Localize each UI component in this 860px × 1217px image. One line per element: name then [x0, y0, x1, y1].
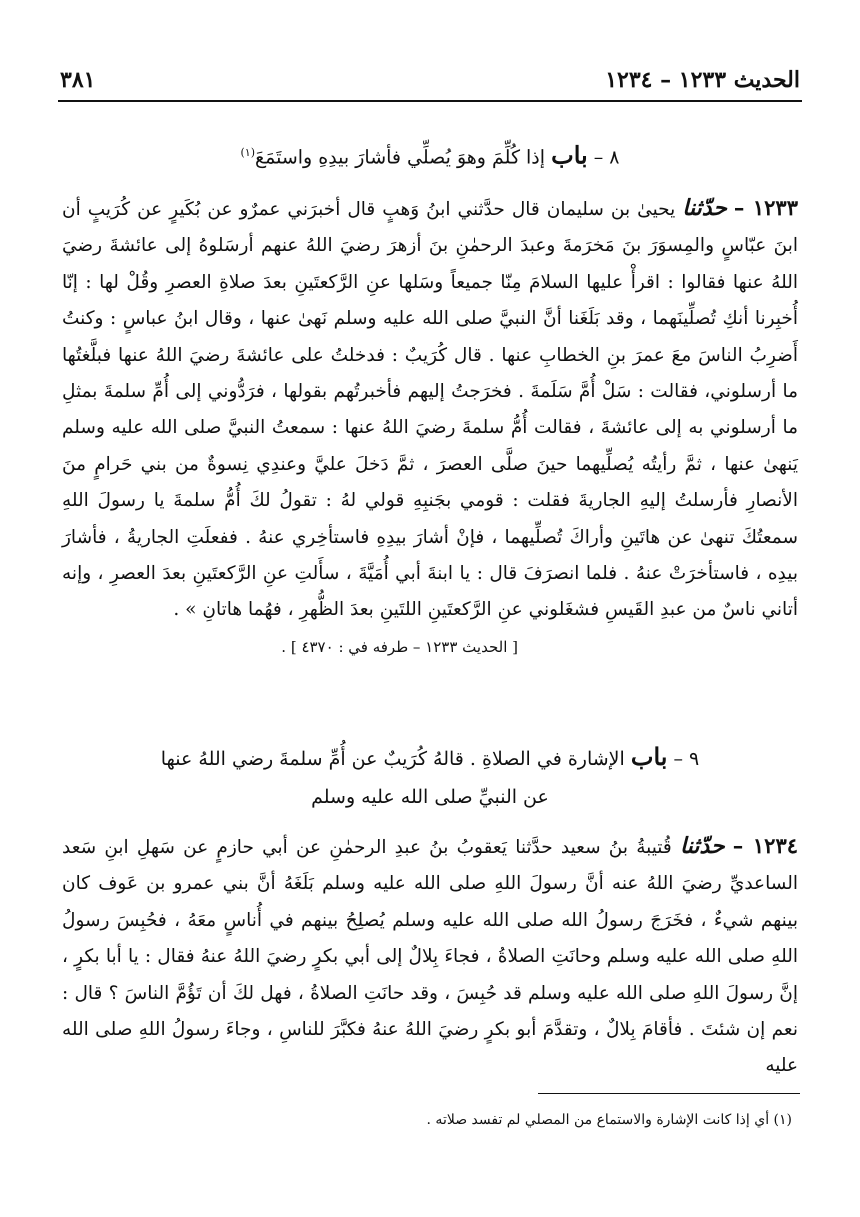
hadith-1234-text: قُتيبةُ بنُ سعيد حدَّثنا يَعقوبُ بنُ عبدِ الرحمٰنِ عن أبي حازمٍ عن سَهلِ ابنِ سَعد الساعديِّ رضيَ اللهُ عنه أنَّ رسولَ اللهِ صلى الله عليه وسلم بَلَغَهُ أنَّ بني عمرو بن عَوف كان بينهم شيءٌ ، فخَرَجَ رسولُ الله صلى الله عليه وسلم يُصلِحُ بينهم في أُناسٍ معَهُ ، فحُبِسَ رسولُ اللهِ صلى الله عليه وسلم وحانَتِ الصلاةُ ، فجاءَ بِلالٌ إلى أبي بكرٍ رضيَ اللهُ عنهُ فقال : يا أبا بكرٍ ، إنَّ رسولَ اللهِ صلى الله عليه وسلم قد حُبِسَ ، وقد حانَتِ الصلاةُ ، فهل لكَ أن تَؤُمَّ الناسَ ؟ قال : نعم إن شئتَ . فأقامَ بِلالٌ ، وتقدَّمَ أبو بكرٍ رضيَ اللهُ عنهُ فكبَّرَ للناسِ ، وجاءَ رسولُ اللهِ صلى الله عليه	[62, 837, 798, 1077]
hadith-1233-text: يحيىٰ بن سليمان قال حدَّثني ابنُ وَهبٍ قال أخبرَني عمرٌو عن بُكَيرٍ عن كُرَيبٍ أن ابنَ عبّاسٍ والمِسوَرَ بنَ مَخرَمةَ وعبدَ الرحمٰنِ بنَ أزهرَ رضيَ اللهُ عنهم أرسَلوهُ إلى عائشةَ رضيَ اللهُ عنها فقالوا : اقرأْ عليها السلامَ مِنّا جميعاً وسَلها عنِ الرَّكعتَينِ بعدَ صلاةِ العصرِ وقُلْ لها : إنّا أُخبِرنا أنكِ تُصلِّينَهما ، وقد بَلَغَنا أنَّ النبيَّ صلى الله عليه وسلم نَهىٰ عنها ، وقال ابنُ عباسٍ : وكنتُ أَضرِبُ الناسَ معَ عمرَ بنِ الخطابِ عنها . قال كُرَيبٌ : فدخلتُ على عائشةَ رضيَ اللهُ عنها فبلَّغتُها ما أرسلوني، فقالت : سَلْ أُمَّ سَلَمةَ . فخرَجتُ إليهم فأخبرتُهم بقولها ، فرَدُّوني إلى أُمِّ سلمةَ بمثلِ ما أرسلوني به إلى عائشةَ ، فقالت أُمُّ سلمةَ رضيَ اللهُ عنها : سمعتُ النبيَّ صلى الله عليه وسلم يَنهىٰ عنها ، ثمَّ رأيتُه يُصلِّيهما حينَ صلَّى العصرَ ، ثمَّ دَخلَ عليَّ وعندِي نِسوةٌ من بني حَرامٍ منَ الأنصارِ فأرسلتُ إليهِ الجاريةَ فقلت : قومي بجَنبِهِ قولي لهُ : تقولُ لكَ أُمُّ سلمةَ يا رسولَ اللهِ سمعتُكَ تنهىٰ عن هاتَينِ وأراكَ تُصلِّيهما ، فإنْ أشارَ بيدِهِ فاستأخِري عنهُ . ففعلَتِ الجاريةُ ، فأشارَ بيدِه ، فاستأخرَتْ عنهُ . فلما انصرَفَ قال : يا ابنةَ أبي أُمَيَّةَ ، سأَلتِ عنِ الرَّكعتَينِ بعدَ العصرِ ، وإنه أتاني ناسٌ من عبدِ القَيسِ فشغَلوني عنِ الرَّكعتَينِ اللتَينِ بعدَ الظُّهرِ ، فهُما هاتانِ » .	[62, 199, 798, 621]
chapter-9-heading	[62, 738, 798, 816]
footnote: (١) أي إذا كانت الإشارة والاستماع من المصلي لم تفسد صلاته .	[426, 1112, 792, 1128]
chapter-9-bab: باب	[630, 742, 668, 771]
chapter-9-title-line1: الإشارة في الصلاةِ . قالهُ كُرَيبٌ عن أُمِّ سلمةَ رضي اللهُ عنها	[160, 748, 625, 770]
page-header	[60, 62, 800, 98]
hadith-1234-haddathana: حدّثنا	[679, 833, 725, 859]
running-title: الحديث ١٢٣٣ – ١٢٣٤	[605, 67, 800, 93]
chapter-8-number: ٨ –	[593, 146, 620, 169]
hadith-1234	[62, 828, 798, 1085]
footnote-divider	[538, 1093, 800, 1094]
chapter-8-title: إذا كُلِّمَ وهوَ يُصلِّي فأشارَ بيدِهِ واستَمَعَ	[255, 146, 546, 169]
hadith-1234-number: ١٢٣٤ –	[732, 833, 799, 858]
chapter-9-title-line2: عن النبيِّ صلى الله عليه وسلم	[311, 786, 549, 808]
hadith-1233-haddathana: حدّثنا	[682, 195, 727, 221]
hadith-1233-reference: [ الحديث ١٢٣٣ – طرفه في : ٤٣٧٠ ] .	[281, 637, 518, 656]
chapter-8-heading	[62, 134, 798, 176]
hadith-1233	[62, 190, 798, 665]
header-divider	[58, 100, 802, 102]
page-number: ٣٨١	[60, 67, 96, 93]
footnote-marker: (١)	[240, 146, 255, 159]
chapter-8-bab: باب	[551, 140, 588, 170]
hadith-1233-number: ١٢٣٣ –	[733, 195, 798, 220]
chapter-9-number: ٩ –	[673, 748, 700, 770]
